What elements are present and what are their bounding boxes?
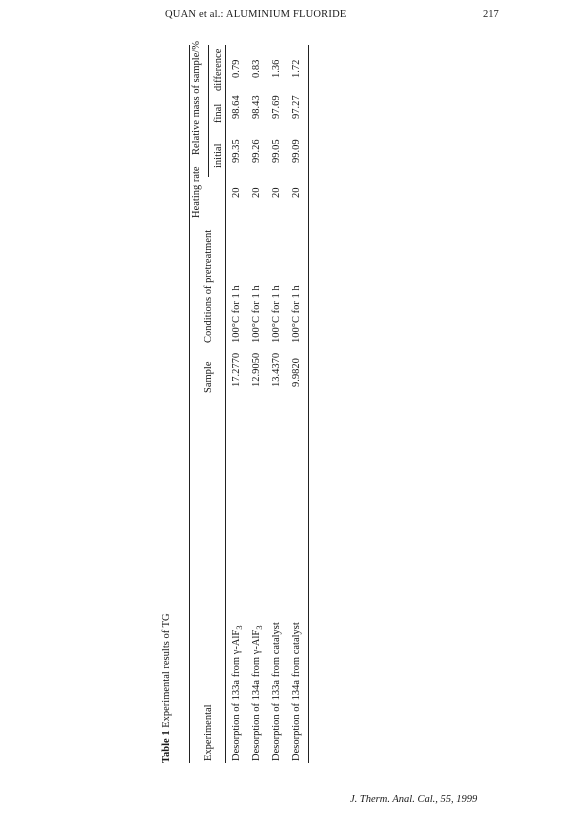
- table-row-heating-rate: 20: [251, 187, 262, 198]
- page-number: 217: [483, 9, 499, 20]
- table-header-rule: [225, 45, 226, 763]
- table-row-conditions: 100°C for 1 h: [231, 285, 242, 343]
- table-row-conditions: 100°C for 1 h: [251, 285, 262, 343]
- col-header-heating-rate: Heating rate: [191, 166, 202, 218]
- table-row-difference: 1.72: [291, 59, 302, 78]
- table-caption-text: Experimental results of TG: [161, 613, 172, 728]
- journal-footer: J. Therm. Anal. Cal., 55, 1999: [350, 794, 478, 805]
- table-row-final: 97.69: [271, 95, 282, 119]
- table-row-initial: 99.09: [291, 139, 302, 163]
- table-row-difference: 1.36: [271, 59, 282, 78]
- table-row-conditions: 100°C for 1 h: [271, 285, 282, 343]
- group-header-rule: [208, 45, 209, 177]
- table-row-heating-rate: 20: [271, 187, 282, 198]
- table-row-sample: 17.2770: [231, 352, 242, 387]
- table-row-experimental: Desorption of 133a from γ-AlF$_3$: [231, 625, 245, 761]
- table-bottom-rule: [308, 45, 309, 763]
- subcol-header-initial: initial: [213, 143, 224, 168]
- table-row-final: 98.64: [231, 95, 242, 119]
- table-label: Table 1: [161, 730, 172, 763]
- table-row-heating-rate: 20: [231, 187, 242, 198]
- subcol-header-difference: difference: [213, 48, 224, 91]
- col-header-conditions: Conditions of pretreatment: [203, 229, 214, 343]
- running-title: QUAN et al.: ALUMINIUM FLUORIDE: [165, 9, 347, 20]
- table-row-sample: 9.9820: [291, 358, 302, 387]
- table-row-initial: 99.35: [231, 139, 242, 163]
- table-row-experimental: Desorption of 133a from catalyst: [271, 622, 282, 761]
- table-row-heating-rate: 20: [291, 187, 302, 198]
- group-header-relative-mass: Relative mass of sample/%: [191, 40, 202, 155]
- table-top-rule: [189, 45, 190, 763]
- table-caption: [161, 613, 172, 763]
- table-row-final: 98.43: [251, 95, 262, 119]
- table-row-conditions: 100°C for 1 h: [291, 285, 302, 343]
- table-row-sample: 13.4370: [271, 352, 282, 387]
- table-row-difference: 0.79: [231, 59, 242, 78]
- table-row-initial: 99.26: [251, 139, 262, 163]
- table-row-experimental: Desorption of 134a from γ-AlF$_3$: [251, 625, 265, 761]
- table-row-sample: 12.9050: [251, 352, 262, 387]
- table-row-initial: 99.05: [271, 139, 282, 163]
- table-row-experimental: Desorption of 134a from catalyst: [291, 622, 302, 761]
- table-row-final: 97.27: [291, 95, 302, 119]
- table-row-difference: 0.83: [251, 59, 262, 78]
- rotated-table: [161, 40, 309, 763]
- subcol-header-final: final: [213, 103, 224, 123]
- col-header-experimental: Experimental: [203, 704, 214, 761]
- col-header-sample: Sample: [203, 361, 214, 393]
